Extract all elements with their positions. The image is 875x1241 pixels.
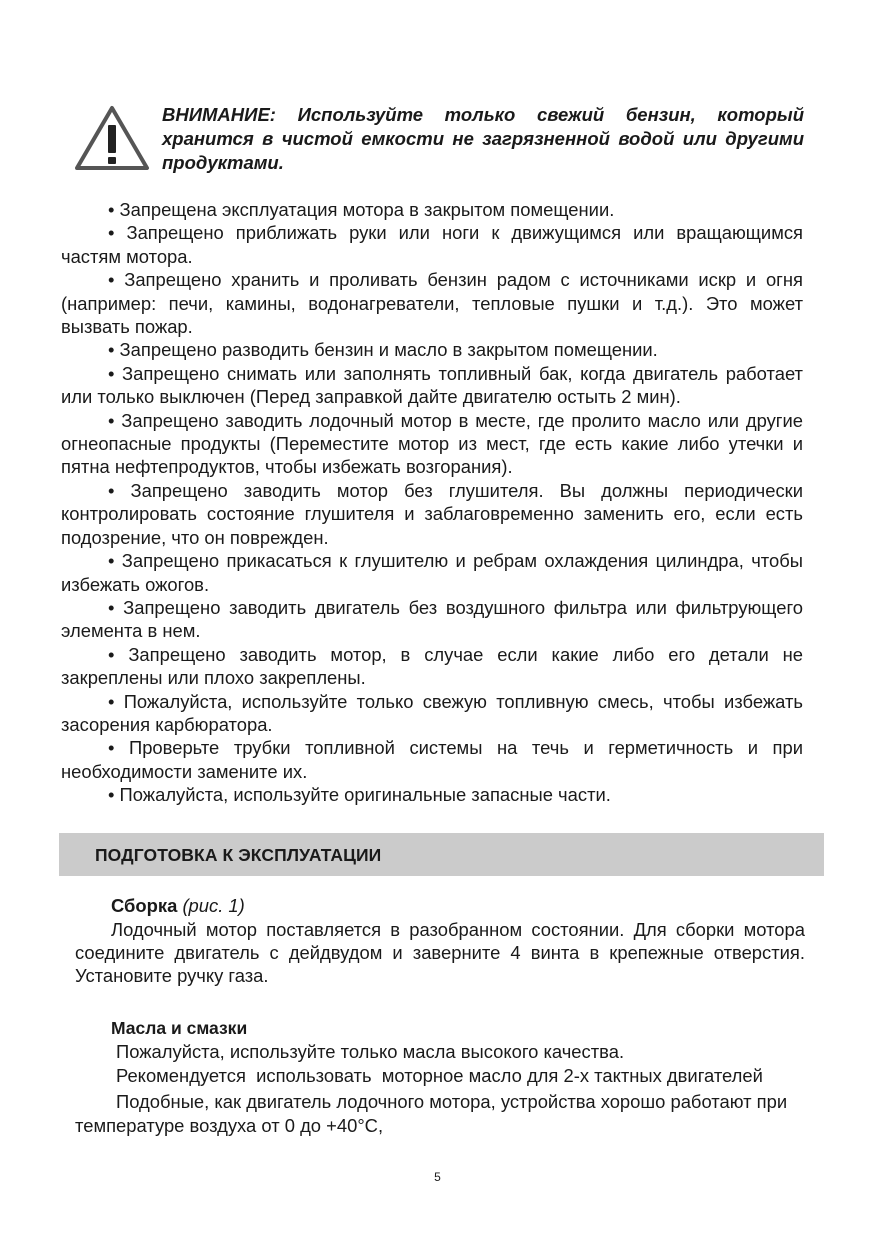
rule-item: • Запрещено заводить мотор без глушителя. Вы должны периодически контролировать состояние глушителя и заблаговременно заменить его, если есть подозрение, что он поврежден. [61,479,803,548]
rule-item: • Запрещено хранить и проливать бензин радом с источниками искр и огня (например: печи, камины, водонагреватели, тепловые пушки и т.д.). Это может вызвать пожар. [61,269,803,338]
warning-triangle-icon [72,103,152,173]
section-title: ПОДГОТОВКА К ЭКСПЛУАТАЦИИ [95,845,382,865]
warning-block [72,103,807,175]
rule-item: • Пожалуйста, используйте оригинальные запасные части. [108,784,611,806]
rule-item: • Запрещено прикасаться к глушителю и ребрам охлаждения цилиндра, чтобы избежать ожогов. [61,550,803,595]
oils-line: Пожалуйста, используйте только масла высокого качества. [116,1041,625,1062]
rule-item: • Запрещено заводить двигатель без воздушного фильтра или фильтрующего элемента в нем. [61,596,803,642]
assembly-text: Лодочный мотор поставляется в разобранном состоянии. Для сборки мотора соедините двигатель с дейдвудом и заверните 4 винта в крепежные отверстия. Установите ручку газа. [75,918,805,987]
section-header [59,833,824,876]
rule-item: • Пожалуйста, используйте только свежую топливную смесь, чтобы избежать засорения карбюратора. [61,690,803,735]
page-number: 5 [434,1170,441,1184]
oils-text: Подобные, как двигатель лодочного мотора, устройства хорошо работают при температуре воздуха от 0 до +40°С, [75,1091,788,1136]
rule-item: • Запрещено снимать или заполнять топливный бак, когда двигатель работает или только выключен (Перед заправкой дайте двигателю остыть 2 мин). [61,362,803,408]
warning-text: ВНИМАНИЕ: Используйте только свежий бензин, который хранится в чистой емкости не загрязненной водой или другими продуктами. [162,104,804,173]
rule-item: • Запрещено разводить бензин и масло в закрытом помещении. [108,339,658,361]
rule-item: • Проверьте трубки топливной системы на течь и герметичность и при необходимости замените их. [61,737,803,782]
safety-rules [61,198,803,807]
figure-reference: (рис. 1) [182,895,245,916]
rule-item: • Запрещено заводить мотор, в случае если какие либо его детали не закреплены или плохо закреплены. [61,643,803,689]
oils-line: Рекомендуется использовать моторное масло для 2-х тактных двигателей [116,1064,763,1086]
assembly-heading-line [75,894,805,918]
oils-heading: Масла и смазки [111,1018,248,1038]
oils-section [75,1017,815,1137]
rule-item: • Запрещена эксплуатация мотора в закрытом помещении. [108,199,615,220]
assembly-heading: Сборка [111,895,178,916]
rule-item: • Запрещено приближать руки или ноги к движущимся или вращающимся частям мотора. [61,222,803,267]
assembly-section [75,894,805,988]
rule-item: • Запрещено заводить лодочный мотор в месте, где пролито масло или другие огнеопасные продукты (Переместите мотор из мест, где есть какие либо утечки и пятна нефтепродуктов, чтобы избежать возгорания). [61,409,803,478]
